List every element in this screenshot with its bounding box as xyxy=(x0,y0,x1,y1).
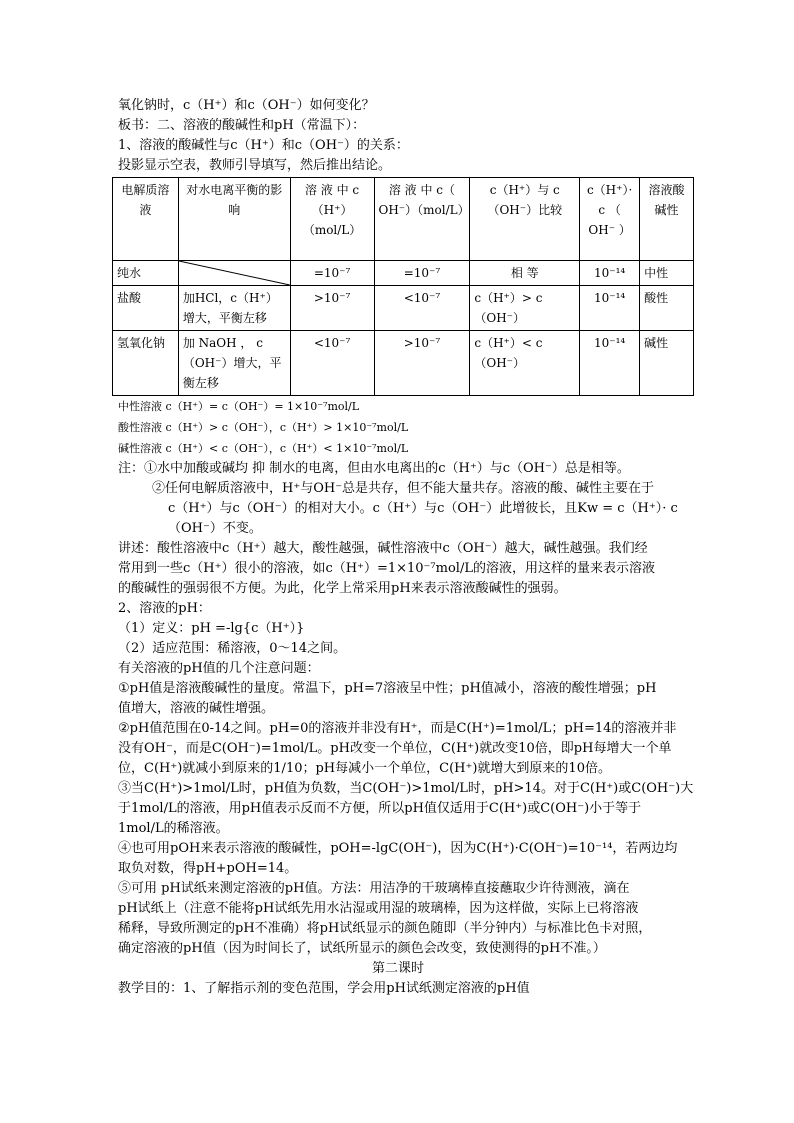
table-cell: 纯水 xyxy=(113,261,179,286)
table-cell: 氢氧化钠 xyxy=(113,331,179,396)
point-line: 稀释，导致所测定的pH不准确）将pH试纸显示的颜色随即（半分钟内）与标准比色卡对照， xyxy=(118,921,652,936)
table-header-row xyxy=(113,178,694,261)
table-cell: 相 等 xyxy=(470,261,580,286)
table-row xyxy=(113,261,694,286)
ph-line: 有关溶液的pH值的几个注意问题： xyxy=(118,661,320,676)
acid-base-table xyxy=(112,177,694,396)
table-header: 对水电离平衡的影响 xyxy=(178,178,290,261)
point-line: 位，C(H⁺)就减小到原来的1/10；pH每减小一个单位，C(H⁺)就增大到原来的10倍。 xyxy=(118,761,611,776)
point-line: 于1mol/L的溶液，用pH值表示反而不方便，所以pH值仅适用于C(H⁺)或C(OH⁻)小于等于 xyxy=(118,801,642,816)
talk-line: 常用到一些c（H⁺）很小的溶液，如c（H⁺）=1×10⁻⁷mol/L的溶液，用这样的量来表示溶液 xyxy=(118,561,655,576)
diagonal-cell xyxy=(178,261,290,286)
table-cell: 10⁻¹⁴ xyxy=(580,286,640,331)
section-title: 第二课时 xyxy=(371,961,424,976)
table-header: 电解质溶液 xyxy=(113,178,179,261)
point-line: pH试纸上（注意不能将pH试纸先用水沾湿或用湿的玻璃棒，因为这样做，实际上已将溶液 xyxy=(118,901,639,916)
document-page xyxy=(117,96,694,999)
table-cell: <10⁻⁷ xyxy=(290,331,374,396)
ph-line: 2、溶液的pH： xyxy=(118,601,211,616)
point-line: ③当C(H⁺)>1mol/L时，pH值为负数，当C(OH⁻)>1mol/L时，pH>14。对于C(H⁺)或C(OH⁻)大 xyxy=(118,781,694,796)
note-line: c（H⁺）与c（OH⁻）的相对大小。c（H⁺）与c（OH⁻）此增彼长，且Kw = c（H⁺）· c xyxy=(168,501,678,516)
summary-line: 中性溶液 c（H⁺）= c（OH⁻）= 1×10⁻⁷mol/L xyxy=(118,400,360,413)
table-header: c（H⁺）· c （ OH⁻ ） xyxy=(580,178,640,261)
text-line: 投影显示空表，教师引导填写，然后推出结论。 xyxy=(118,158,392,173)
point-line: 值增大，溶液的碱性增强。 xyxy=(118,701,275,716)
note-line: ②任何电解质溶液中，H⁺与OH⁻总是共存，但不能大量共存。溶液的酸、碱性主要在于 xyxy=(152,481,655,496)
table-header: 溶 液 中 c（ OH⁻）（mol/L） xyxy=(374,178,470,261)
note-line: 注：①水中加酸或碱均 抑 制水的电离，但由水电离出的c（H⁺）与c（OH⁻）总是相等。 xyxy=(118,461,630,476)
table-cell: =10⁻⁷ xyxy=(374,261,470,286)
table-header: 溶 液 中 c（H⁺）（mol/L） xyxy=(290,178,374,261)
table-cell: =10⁻⁷ xyxy=(290,261,374,286)
table-cell: >10⁻⁷ xyxy=(290,286,374,331)
point-line: ①pH值是溶液酸碱性的量度。常温下，pH=7溶液呈中性；pH值减小，溶液的酸性增强；pH xyxy=(118,681,657,696)
table-cell: 中性 xyxy=(640,261,694,286)
point-line: ②pH值范围在0-14之间。pH=0的溶液并非没有H⁺，而是C(H⁺)=1mol/L；pH=14的溶液并非 xyxy=(118,721,677,736)
table-cell: 加 NaOH ， c （OH⁻）增大，平衡左移 xyxy=(178,331,290,396)
text-line: 教学目的：1、了解指示剂的变色范围，学会用pH试纸测定溶液的pH值 xyxy=(118,981,530,996)
point-line: 取负对数，得pH+pOH=14。 xyxy=(118,861,298,876)
ph-line: （1）定义：pH =-lg{c（H⁺）} xyxy=(118,621,305,636)
table-cell: 酸性 xyxy=(640,286,694,331)
table-row xyxy=(113,286,694,331)
ph-line: （2）适应范围：稀溶液，0～14之间。 xyxy=(118,641,347,656)
table-row xyxy=(113,331,694,396)
point-line: 确定溶液的pH值（因为时间长了，试纸所显示的颜色会改变，致使测得的pH不准。） xyxy=(118,941,606,956)
table-cell: 盐酸 xyxy=(113,286,179,331)
table-cell: <10⁻⁷ xyxy=(374,286,470,331)
table-cell: 加HCl，c（H⁺）增大，平衡左移 xyxy=(178,286,290,331)
summary-line: 酸性溶液 c（H⁺）> c（OH⁻），c（H⁺）> 1×10⁻⁷mol/L xyxy=(118,421,409,434)
note-line: （OH⁻）不变。 xyxy=(168,521,262,536)
table-cell: 10⁻¹⁴ xyxy=(580,331,640,396)
point-line: 没有OH⁻，而是C(OH⁻)=1mol/L。pH改变一个单位，C(H⁺)就改变10倍，即pH每增大一个单 xyxy=(118,741,672,756)
table-cell: 碱性 xyxy=(640,331,694,396)
text-line: 1、溶液的酸碱性与c（H⁺）和c（OH⁻）的关系： xyxy=(118,138,409,153)
talk-line: 讲述：酸性溶液中c（H⁺）越大，酸性越强，碱性溶液中c（OH⁻）越大，碱性越强。我们经 xyxy=(118,541,648,556)
table-cell: >10⁻⁷ xyxy=(374,331,470,396)
talk-line: 的酸碱性的强弱很不方便。为此，化学上常采用pH来表示溶液酸碱性的强弱。 xyxy=(118,581,567,596)
table-cell: c（H⁺）> c（OH⁻） xyxy=(470,286,580,331)
table-cell: 10⁻¹⁴ xyxy=(580,261,640,286)
summary-line: 碱性溶液 c（H⁺）< c（OH⁻），c（H⁺）< 1×10⁻⁷mol/L xyxy=(118,442,409,455)
text-line: 氧化钠时，c（H⁺）和c（OH⁻）如何变化？ xyxy=(118,98,375,113)
point-line: ④也可用pOH来表示溶液的酸碱性，pOH=-lgC(OH⁻)，因为C(H⁺)·C(OH⁻)=10⁻¹⁴，若两边均 xyxy=(118,841,678,856)
table-cell: c（H⁺）< c（OH⁻） xyxy=(470,331,580,396)
point-line: ⑤可用 pH试纸来测定溶液的pH值。方法：用洁净的干玻璃棒直接蘸取少许待测液，滴在 xyxy=(118,881,630,896)
table-header: c（H⁺）与 c（OH⁻）比较 xyxy=(470,178,580,261)
text-line: 板书：二、溶液的酸碱性和pH（常温下）： xyxy=(118,118,366,133)
point-line: 1mol/L的稀溶液。 xyxy=(118,821,229,836)
diagonal-line xyxy=(179,261,290,285)
table-header: 溶液酸碱性 xyxy=(640,178,694,261)
